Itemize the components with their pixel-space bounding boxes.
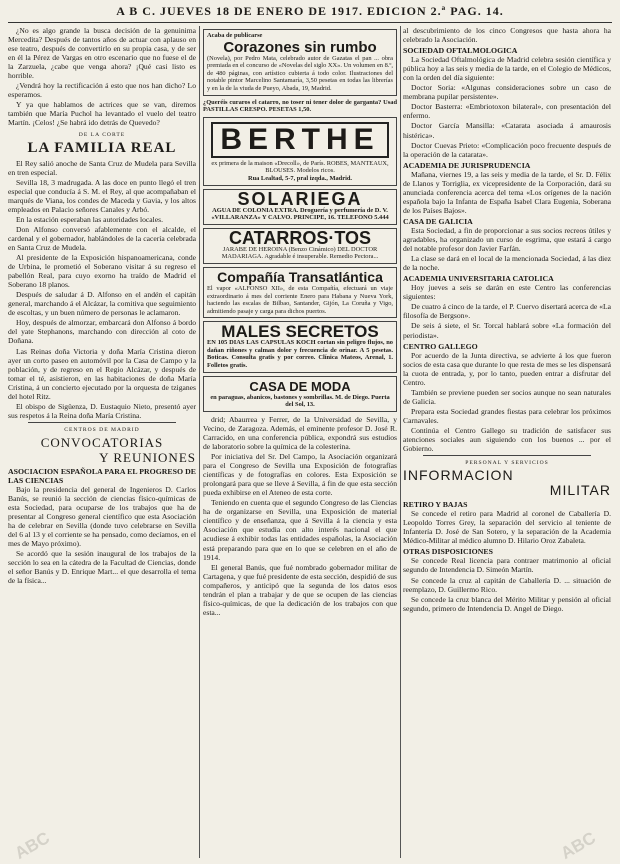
paragraph: El general Banús, que fué nombrado gobernador militar de Cartagena, y que fué presidente de esta sección, despidió de sus compañeros, y anticipó que la segunda de los datos esos tendrán el plan a trabajar y de que se ocupen de las ciencias físico-químicas, de que la dedicación de los trabajos con que esta...: [203, 562, 397, 617]
ad-body: JARABE DE HEROINA (Benzo Cinámico) DEL DOCTOR MADARIAGA. Agradable é insuperable. Remedio Pectora...: [221, 245, 379, 261]
paragraph: Al presidente de la Exposición hispanoamericana, conde de Urbina, le prometió el Soberano visitar á su regreso el pabellón Real, para cuyo exorno ha traído de Madrid el Soberano 18 planos.: [8, 253, 196, 290]
paragraph: Continúa el Centro Gallego su tradición de satisfacer sus atenciones sociales aun siguiendo con los buenos ... por el Gobierno.: [403, 425, 611, 454]
ad-corazones: [203, 29, 397, 96]
column-divider: [400, 26, 401, 858]
paragraph: Las Reinas doña Victoria y doña María Cristina dieron ayer un corto paseo en automóvil por la Casa de Campo y la población, y de regreso en el Regio Alcázar, y después de tomar el té, asistieron, en las habitaciones de doña María Cristina, á un concierto ejecutado por la orquesta de tziganes del hotel Ritz.: [8, 346, 196, 401]
subheading: CASA DE GALICIA: [403, 216, 473, 226]
ad-title: Compañía Transatlántica: [217, 268, 383, 285]
ad-address: Rua Lealtad, 5-7, pral izqda., Madrid.: [247, 174, 353, 182]
paragraph: Después de saludar á D. Alfonso en el andén el capitán general, marchando á el Alcázar, la comitiva que seguimiento de escoltas, y un buen número de personas le aclamaron.: [8, 290, 196, 318]
ad-body: AGUA DE COLONIA EXTRA. Droguería y perfumería de D. V. «VILLARANZA» Y CALVO. PRINCIPE, 16. TELEFONO 5.444: [211, 206, 389, 222]
paragraph: Doctor Cuevas Prieto: «Complicación poco frecuente después de la operación de la catarata».: [403, 140, 611, 159]
subheading: ASOCIACION ESPAÑOLA PARA EL PROGRESO DE LAS CIENCIAS: [8, 466, 196, 485]
paragraph: De seis á siete, el Sr. Torcal hablará sobre «La formación del periodista».: [403, 321, 611, 340]
paragraph: El obispo de Sigüenza, D. Eustaquio Nieto, presentó ayer sus respetos á la Reina doña María Cristina.: [8, 401, 196, 420]
paragraph: Se concede Real licencia para contraer matrimonio al oficial segundo de Intendencia D. Simeón Martín.: [403, 556, 611, 575]
ad-title: SOLARIEGA: [237, 188, 363, 209]
article-title: INFORMACION: [403, 467, 514, 484]
ad-body: El vapor «ALFONSO XII», de esta Compañía, efectuará un viaje extraordinario á mes del corriente Enero para Habana y Nueva York, haciendo las escalas de Bilbao, Santander, Gijón, La Coruña y Vigo, admitiendo pasaje y carga para dichos puertos.: [207, 284, 393, 315]
ad-kicker: Acaba de publicarse: [207, 32, 263, 39]
paragraph: Se acordó que la sesión inaugural de los trabajos de la sección lo sea en la cátedra de la Facultad de Ciencias, donde el señor Banús y D. Enrique Mart... el que desarrolla el tema de la física...: [8, 549, 196, 586]
column-2: [203, 26, 397, 858]
paragraph: La Sociedad Oftalmológica de Madrid celebra sesión científica y pública hoy a las seis y media de la tarde, en el Colegio de Médicos, con la orden del día siguiente:: [403, 55, 611, 83]
paragraph: Y ya que hablamos de actrices que se van, diremos también que María Puchol ha levantado el vuelo del teatro Martín. ¡Celos! ¿Se habrá ido detrás de Quevedo?: [8, 100, 196, 128]
paragraph: Don Alfonso conversó afablemente con el alcalde, el cardenal y el gobernador, hablándoles de la cacería celebrada en Santa Cruz de Mudela.: [8, 224, 196, 252]
paragraph: Por iniciativa del Sr. Del Campo, la Asociación organizará para el Congreso de Sevilla una Exposición de fotografías científicas y de fotografías en colores. Esta Exposición se prolongará para que se lleve á Sevilla, á fin de que esta sección pueda exhibirse en el Ateneo de esta corte.: [203, 452, 397, 498]
paragraph: Sevilla 18, 3 madrugada. A las doce en punto llegó el tren especial que conducía á S. M. el Rey, al que acompañaban el marqués de Viana, los condes de Maceda y Gavia, y los altos empleados en Palacio señores Canales y Arbó.: [8, 177, 196, 214]
article-title: MILITAR: [549, 482, 611, 499]
ad-body: en paraguas, abanicos, bastones y sombrillas. M. de Diego. Puerta del Sol, 13.: [210, 393, 390, 409]
divider: [28, 422, 176, 423]
ad-title: CASA DE MODA: [249, 378, 351, 394]
subheading: SOCIEDAD OFTALMOLOGICA: [403, 46, 518, 56]
column-1: [8, 26, 196, 858]
paragraph: Teniendo en cuenta que el segundo Congreso de las Ciencias ha de organizarse en Sevilla, una Exposición de material científico y de enseñanza, que á Sevilla á la ciencia y esta Asociación que estudia con alto interés nacional el que acudiese á exhibir todas las entidades españolas, la Asociación está preparando para que en lo que se celebren en el año de 1914.: [203, 498, 397, 562]
ad-males-secretos: [203, 321, 397, 372]
paragraph: En la estación esperaban las autoridades locales.: [16, 214, 163, 224]
paragraph: Por acuerdo de la Junta directiva, se advierte á los que fueron socios de esta casa que durante lo que resta de mes se les dispensará la cuota de entrada, y, por lo tanto, pueden entrar a disfrutar del Centro.: [403, 350, 611, 387]
article-title: Y REUNIONES: [99, 449, 196, 465]
paragraph: Doctor Soria: «Algunas consideraciones sobre un caso de membrana pupilar persistente».: [403, 83, 611, 102]
paragraph: Se concede la cruz al capitán de Caballería D. ... situación de reemplazo, D. Guillermo Rico.: [403, 575, 611, 594]
ad-berthe: [203, 117, 397, 186]
article-title: LA FAMILIA REAL: [27, 139, 177, 156]
paragraph: Se concede la cruz blanca del Mérito Militar y pensión al oficial segundo, primero de Intendencia D. Angel de Diego.: [403, 594, 611, 613]
ad-title: MALES SECRETOS: [221, 322, 379, 342]
subheading: OTRAS DISPOSICIONES: [403, 547, 493, 557]
ad-solariega: [203, 189, 397, 225]
paragraph: Doctor Basterra: «Embriotoxon bilateral», con presentación del enfermo.: [403, 102, 611, 121]
paragraph: al descubrimiento de los cinco Congresos que hasta ahora ha celebrado la Asociación.: [403, 26, 611, 45]
paragraph: ¿No es algo grande la busca decisión de la genuinima Mercedita? Después de tantos años de actuar con aplauso en ese teatro, después de convertirlo en su propia casa, y de ser en él la Pérez de Vargas en otro escenario que no fuese el de la Zarzuela, ¿cabe que venga ahora? ¡Qué casi listo es horrible.: [8, 26, 196, 81]
ad-catarros: [203, 228, 397, 264]
paragraph: Hoy jueves a seis se darán en este Centro las conferencias siguientes:: [403, 283, 611, 302]
ad-title: BERTHE: [211, 122, 389, 158]
paragraph: Prepara esta Sociedad grandes fiestas para celebrar los próximos Carnavales.: [403, 406, 611, 425]
subheading: CENTRO GALLEGO: [403, 341, 478, 351]
ad-transatlantica: [203, 267, 397, 318]
column-3: [403, 26, 611, 858]
paragraph: Bajo la presidencia del general de Ingenieros D. Carlos Banús, se reunió la sección de ciencias físico-químicas de esta Sociedad, para ocuparse de los trabajos que ha de presentar al Congreso general científico que esta Asociación ha de celebrar en Sevilla (donde tuvo celebrarse en Sevilla del 6 al 13 y el corriente se ha pensado, como decíamos, en el mes de Mayo próximo).: [8, 485, 196, 549]
section-label: CENTROS DE MADRID: [64, 426, 140, 433]
divider: [423, 455, 591, 456]
ad-title: Corazones sin rumbo: [223, 38, 377, 56]
subheading: ACADEMIA UNIVERSITARIA CATOLICA: [403, 274, 554, 284]
paragraph: Hoy, después de almorzar, embarcará don Alfonso á bordo del yate Stephanons, marchando con dirección al coto de Doñana.: [8, 318, 196, 346]
ad-casa-moda: [203, 376, 397, 412]
paragraph: Mañana, viernes 19, a las seis y media de la tarde, el Sr. D. Félix de Llanos y Torriglia, ex vicepresidente de la Corporación, dará su anunciada conferencia acerca del tema «Los orígenes de la nación española bajo la Infanta de España Isabel Clara Eugenia, Soberana de los Países Bajos».: [403, 169, 611, 215]
header-rule: [8, 22, 612, 23]
paragraph: El Rey salió anoche de Santa Cruz de Mudela para Sevilla en tren especial.: [8, 158, 196, 177]
paragraph: También se previene pueden ser socios aunque no sean naturales de Galicia.: [403, 387, 611, 406]
subheading: RETIRO Y BAJAS: [403, 500, 468, 510]
ad-body: EN 105 DIAS LAS CAPSULAS KOCH cortan sin peligro flujos, no dañan riñones y calman dolor y frecuencia de orinar. A 5 pesetas. Boticas. Consulta gratis y por correo. Clínica Mateos, Arenal, 1. Folletos gratis.: [207, 339, 393, 370]
article-title: CONVOCATORIAS: [40, 434, 164, 450]
paragraph: Esta Sociedad, a fin de proporcionar a sus socios recreos útiles y agradables, ha organizado un curso de esgrima, que estará á cargo del notable profesor don Javier Farfán.: [403, 225, 611, 254]
ad-title: CATARROS·TOS: [229, 227, 371, 248]
paragraph: La clase se dará en el local de la mencionada Sociedad, á las diez de la noche.: [403, 254, 611, 273]
ad-pastillas: ¿Queréis curaros el catarro, no toser ni tener dolor de garganta? Usad PASTILLAS CRESPO. PESETAS 1,50.: [203, 98, 397, 114]
ad-body: ex primera de la maison «Drecoll», de París. ROBES, MANTEAUX, BLOUSES. Modelos ricos.: [211, 159, 389, 175]
watermark: ABC: [557, 828, 599, 864]
page-header: A B C. JUEVES 18 DE ENERO DE 1917. EDICION 2.ª PAG. 14.: [116, 4, 504, 18]
paragraph: drid; Abaurrea y Ferrer, de la Universidad de Sevilla, y Vecino, de Zaragoza. Además, el eminente profesor D. José R. Carracido, en una conferencia pública, expondrá sus estudios de laboratorio sobre la química de la colesterina.: [203, 414, 397, 451]
subheading: ACADEMIA DE JURISPRUDENCIA: [403, 160, 531, 170]
section-label: PERSONAL Y SERVICIOS: [465, 460, 549, 467]
column-divider: [199, 26, 200, 858]
ad-body: (Novela), por Pedro Mata, celebrado autor de Gazatas el pan ... obra premiada en el concurso de «Novelas del siglo XX». Un volumen en 8.º, de 480 páginas, con artístico cubierta á todo color. Ilustraciones del notable pintor Marcelino Santamaría, 3,50 pesetas en todas las librerías y en la de la viuda de Pueyo, Abada, 19, Madrid.: [207, 54, 393, 92]
paragraph: De cuatro á cinco de la tarde, el P. Cuervo disertará acerca de «La filosofía de Bergson».: [403, 302, 611, 321]
watermark: ABC: [11, 828, 53, 864]
paragraph: Doctor García Mansilla: «Catarata asociada á amaurosis histérica».: [403, 121, 611, 140]
paragraph: ¿Vendrá hoy la rectificación á esto que nos han dicho? Lo esperamos.: [8, 81, 196, 100]
section-label: DE LA CORTE: [78, 131, 126, 138]
paragraph: Se concede el retiro para Madrid al coronel de Caballería D. Leopoldo Torres Grey, la separación del servicio al teniente de Infantería D. José de San Sotero, y la separación de la Academia Médico-Militar al médico alumno D. Hilario Oroz Zabaleta.: [403, 509, 611, 546]
